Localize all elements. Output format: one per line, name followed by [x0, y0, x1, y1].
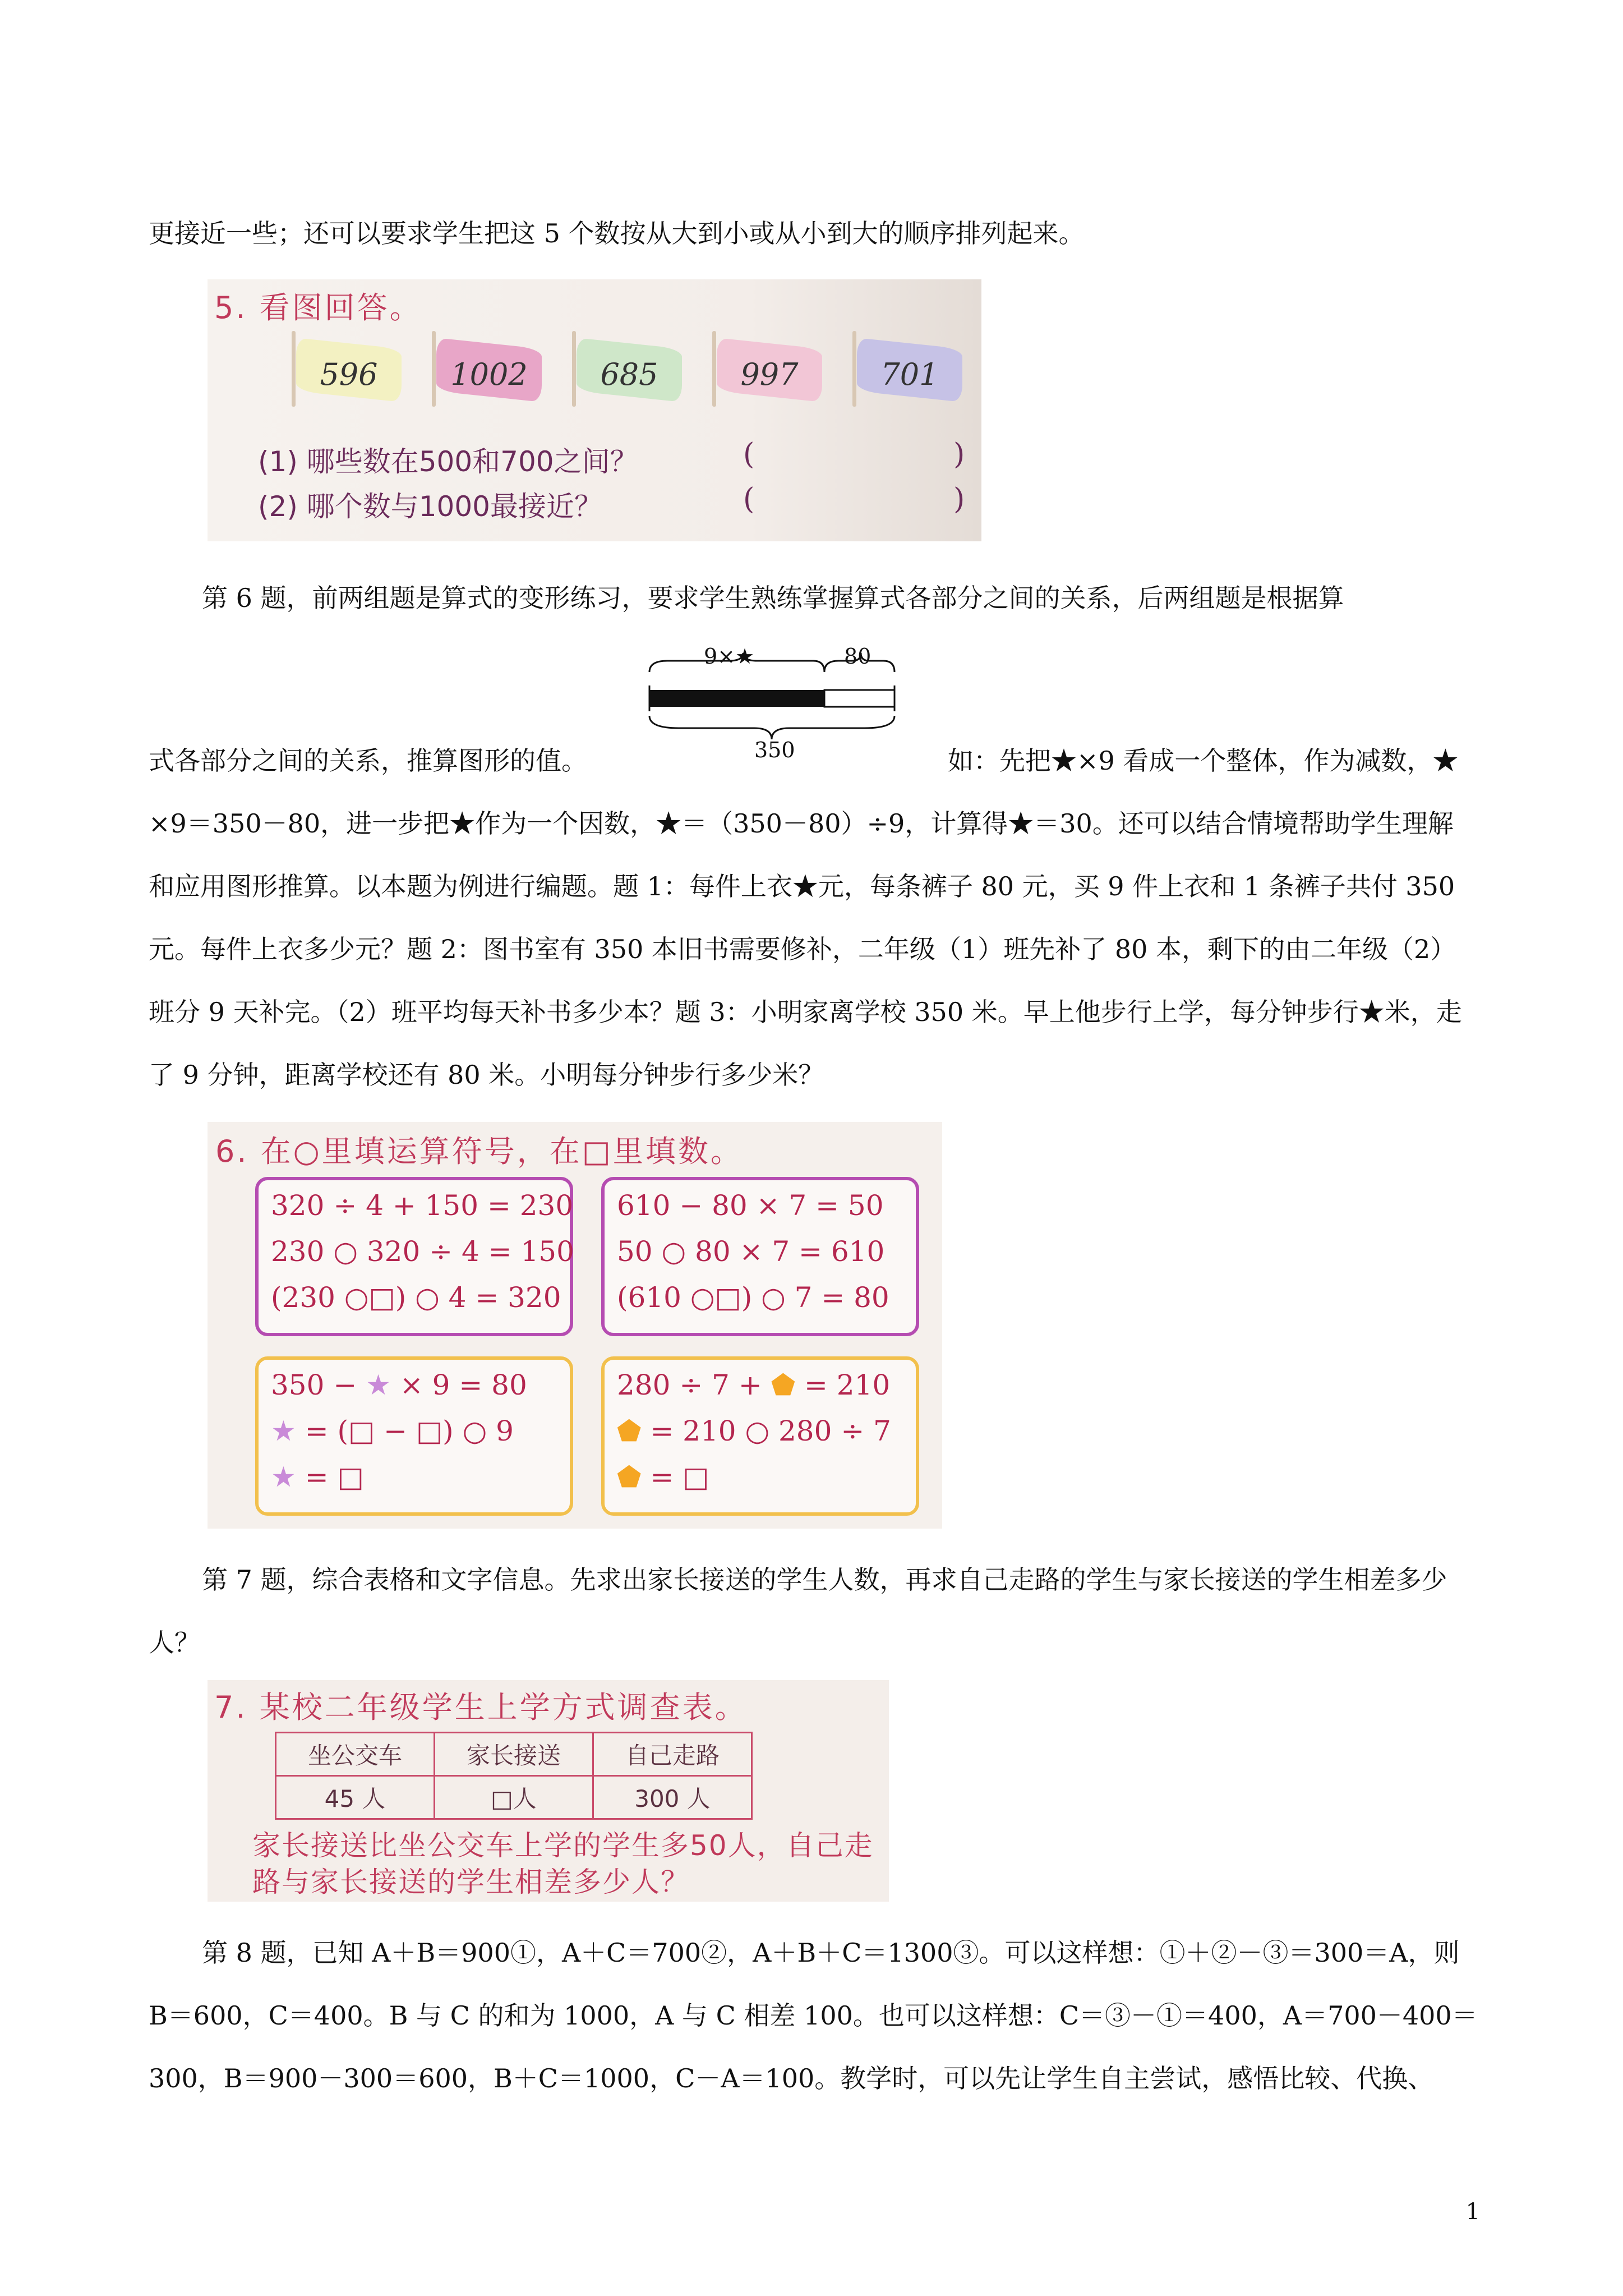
q6-title: 6. 在○里填运算符号，在□里填数。 [215, 1134, 743, 1169]
box3-line-3: ★ = □ [271, 1461, 364, 1493]
table-value-walk: 300 人 [593, 1776, 752, 1819]
q5-question-2: (2) 哪个数与1000最接近？ [258, 490, 602, 523]
paragraph-3-left: 式各部分之间的关系，推算图形的值。 [149, 746, 587, 776]
pentagon-icon: ⬟ [617, 1461, 642, 1493]
box1-line-2: 230 ○ 320 ÷ 4 = 150 [271, 1235, 574, 1268]
flag [426, 331, 544, 404]
flag [286, 331, 404, 404]
bar-diagram [645, 644, 937, 763]
table-header-parent: 家长接送 [435, 1733, 593, 1776]
pentagon-icon: ⬟ [771, 1369, 796, 1401]
box2-line-2: 50 ○ 80 × 7 = 610 [617, 1235, 885, 1268]
pentagon-icon: ⬟ [617, 1415, 642, 1447]
equation-box-3 [255, 1356, 573, 1516]
flag-number: 701 [880, 357, 939, 392]
flag-pole [432, 331, 436, 407]
box2-line-1: 610 − 80 × 7 = 50 [617, 1189, 884, 1222]
q7-title: 7. 某校二年级学生上学方式调查表。 [214, 1690, 748, 1725]
table-value-parent: □人 [435, 1776, 593, 1819]
box3-line-2: ★ = (□ − □) ○ 9 [271, 1415, 514, 1447]
bar-label-bottom: 350 [754, 738, 795, 762]
flag-pole [852, 331, 856, 407]
question-6-image [208, 1122, 942, 1529]
table-header-walk: 自己走路 [593, 1733, 752, 1776]
equation-box-4 [601, 1356, 919, 1516]
equation-box-1 [255, 1177, 573, 1336]
q7-text-2: 路与家长接送的学生相差多少人？ [252, 1866, 690, 1898]
box4-line-1: 280 ÷ 7 + ⬟ = 210 [617, 1369, 891, 1401]
answer-paren-close-1: ) [953, 438, 965, 471]
table-header-bus: 坐公交车 [276, 1733, 435, 1776]
paragraph-4: ×9＝350－80，进一步把★作为一个因数，★＝（350－80）÷9，计算得★＝30。还可以结合情境帮助学生理解和应用图形推算。以本题为例进行编题。题 1：每件上衣★元，每条裤子 80 元，买 9 件上衣和 1 条裤子共付 350 元。每件上衣多少元？题 2：图书室有 350 本旧书需要修补，二年级（1）班先补了 80 本，剩下的由二年级（2）班分 9 天补完。（2）班平均每天补书多少本？题 3：小明家离学校 350 米。早上他步行上学，每分钟步行★米，走了 9 分钟，距离学校还有 80 米。小明每分钟步行多少米？ [149, 808, 1462, 1090]
q7-text-1: 家长接送比坐公交车上学的学生多50人，自己走 [252, 1829, 874, 1862]
flag-pole [572, 331, 576, 407]
flag [847, 331, 965, 404]
star-icon: ★ [271, 1461, 296, 1493]
paragraph-5: 第 7 题，综合表格和文字信息。先求出家长接送的学生人数，再求自己走路的学生与家长接送的学生相差多少人？ [149, 1565, 1447, 1658]
flag-number: 596 [320, 357, 378, 392]
question-7-image [208, 1680, 889, 1902]
q5-title: 5. 看图回答。 [214, 290, 422, 325]
equation-box-2 [601, 1177, 919, 1336]
flag-pole [292, 331, 296, 407]
paragraph-3-right: 如：先把★×9 看成一个整体，作为减数，★ [948, 746, 1459, 776]
flag-pole [712, 331, 716, 407]
question-5-image [208, 279, 981, 541]
star-icon: ★ [271, 1415, 296, 1447]
flag-number: 997 [740, 357, 799, 392]
page-number: 1 [1465, 2199, 1480, 2225]
bar-label-top-right: 80 [844, 644, 872, 669]
flag [707, 331, 824, 404]
survey-table [275, 1732, 753, 1820]
box3-line-1: 350 − ★ × 9 = 80 [271, 1369, 527, 1401]
box4-line-3: ⬟ = □ [617, 1461, 709, 1493]
bar-label-top-left: 9×★ [704, 644, 755, 669]
flag-number: 1002 [450, 357, 528, 392]
paragraph-2: 第 6 题，前两组题是算式的变形练习，要求学生熟练掌握算式各部分之间的关系，后两组题是根据算 [202, 583, 1344, 613]
flag [566, 331, 684, 404]
star-icon: ★ [366, 1369, 391, 1401]
paragraph-6: 第 8 题，已知 A＋B＝900①，A＋C＝700②，A＋B＋C＝1300③。可以这样想：①＋②－③＝300＝A，则 B＝600，C＝400。B 与 C 的和为 1000，A 与 C 相差 100。也可以这样想：C＝③－①＝400，A＝700－400＝300，B＝900－300＝600，B＋C＝1000，C－A＝100。教学时，可以先让学生自主尝试，感悟比较、代换、 [149, 1938, 1478, 2093]
answer-paren-open-1: ( [743, 438, 755, 471]
box1-line-3: (230 ○□) ○ 4 = 320 [271, 1281, 561, 1314]
answer-paren-open-2: ( [743, 482, 755, 516]
box2-line-3: (610 ○□) ○ 7 = 80 [617, 1281, 889, 1314]
answer-paren-close-2: ) [953, 482, 965, 516]
paragraph-1: 更接近一些；还可以要求学生把这 5 个数按从大到小或从小到大的顺序排列起来。 [149, 218, 1085, 249]
box1-line-1: 320 ÷ 4 + 150 = 230 [271, 1189, 574, 1222]
q5-question-1: (1) 哪些数在500和700之间？ [258, 445, 638, 478]
table-value-bus: 45 人 [276, 1776, 435, 1819]
box4-line-2: ⬟ = 210 ○ 280 ÷ 7 [617, 1415, 891, 1447]
flag-number: 685 [600, 357, 658, 392]
